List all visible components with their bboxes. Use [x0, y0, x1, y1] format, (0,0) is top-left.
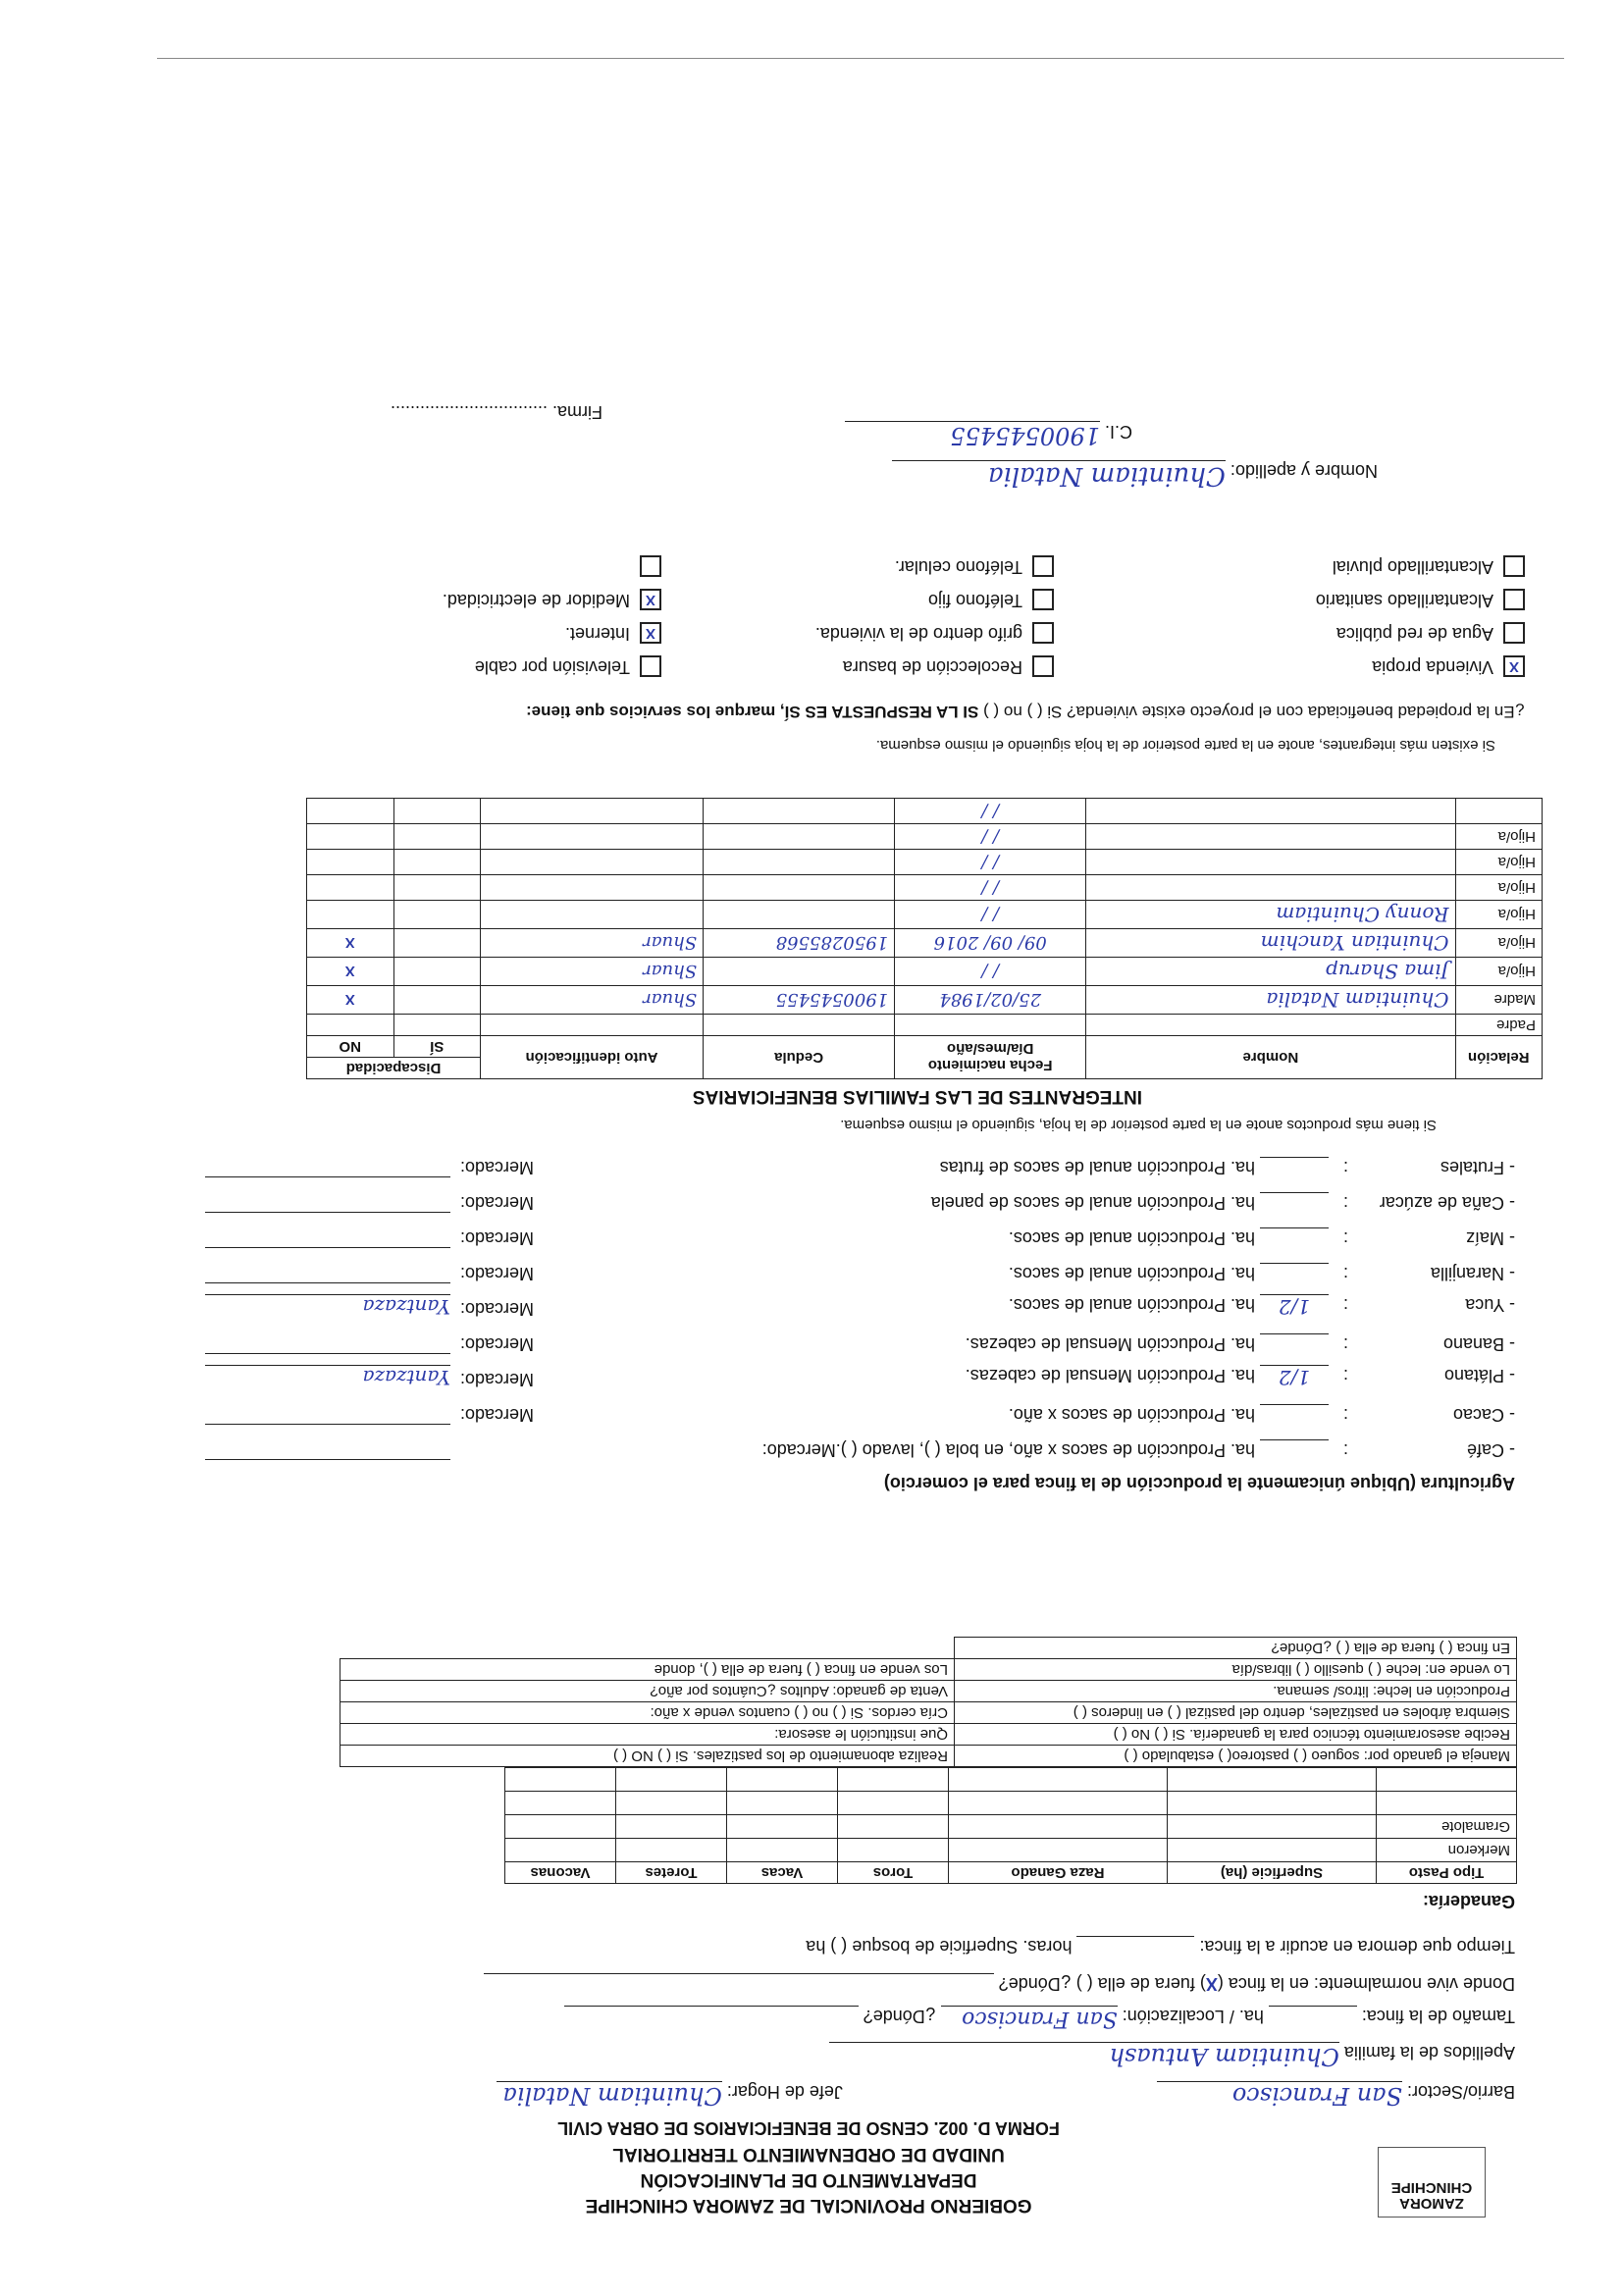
apellidos-row — [829, 2042, 1515, 2070]
agri-ha-field[interactable]: 1/2 — [1260, 1294, 1329, 1319]
servicios-column — [249, 544, 661, 677]
member-disc-no[interactable] — [307, 1015, 394, 1036]
agricultura-title: Agricultura — [1420, 1474, 1515, 1493]
ih-fecha: Fecha nacimiento Día/mes/año — [895, 1036, 1086, 1079]
member-disc-no[interactable]: X — [307, 986, 394, 1015]
member-disc-si[interactable] — [393, 901, 480, 929]
jefe-label: Jefe de Hogar: — [726, 2082, 843, 2102]
barrio-label: Barrio/Sector: — [1406, 2082, 1515, 2102]
member-disc-no[interactable]: X — [307, 929, 394, 958]
service-item — [1113, 644, 1525, 677]
member-row — [307, 875, 1543, 901]
agri-mercado-label: Mercado: — [459, 1158, 534, 1177]
ih-no: NO — [307, 1036, 394, 1058]
service-label: Alcantarillado pluvial — [1332, 557, 1493, 577]
vive-donde-label: ¿Dónde? — [998, 1974, 1072, 1994]
servicios-grid — [92, 530, 1525, 677]
service-label: Teléfono celular. — [894, 557, 1022, 577]
member-fecha[interactable]: / / — [895, 824, 1086, 850]
member-disc-no[interactable] — [307, 799, 394, 824]
service-checkbox[interactable] — [1032, 589, 1054, 610]
agri-ha-field[interactable] — [1260, 1157, 1329, 1158]
gh-vacas: Vacas — [727, 1862, 838, 1884]
gh-superficie: Superficie (ha) — [1168, 1862, 1377, 1884]
member-disc-si[interactable] — [393, 850, 480, 875]
agricultura-note: Si tiene más productos anote en la parte posterior de la hoja, siguiendo el mismo esquema. — [840, 1117, 1437, 1133]
servicios-column — [642, 544, 1054, 677]
tamano-field[interactable] — [1269, 2006, 1357, 2007]
agri-mercado-field[interactable] — [205, 1459, 450, 1460]
q-en-finca: En finca ( ) fuera de ella ( ) ¿Dónde? — [955, 1638, 1517, 1659]
agri-mercado-field[interactable] — [205, 1353, 450, 1354]
localizacion-label: ha. / Localización: — [1122, 2007, 1264, 2026]
agricultura-list — [92, 1142, 1515, 1460]
service-checkbox[interactable]: X — [1503, 655, 1525, 677]
agri-mercado-label: Mercado: — [459, 1370, 534, 1389]
agri-crop-name: - Maíz — [1465, 1228, 1515, 1248]
vive-finca-mark[interactable]: X — [1205, 1974, 1218, 1994]
member-disc-si[interactable] — [393, 929, 480, 958]
jefe-field[interactable]: Chuintiam Natalia — [497, 2081, 722, 2110]
agricultura-subtitle: (Ubique únicamente la producción de la finca para el comercio) — [883, 1474, 1416, 1493]
agri-row-text: ha. Producción anual de sacos de panela — [930, 1193, 1255, 1213]
tiempo-rest: horas. Superficie de bosque ( ) ha — [806, 1937, 1073, 1957]
member-cedula[interactable] — [704, 901, 895, 929]
member-disc-no[interactable] — [307, 875, 394, 901]
localizacion-field[interactable]: San Francisco — [941, 2006, 1118, 2031]
title-3: UNIDAD DE ORDENAMIENTO TERRITORIAL — [612, 2144, 1005, 2165]
agri-ha-field[interactable] — [1260, 1439, 1329, 1440]
service-item — [642, 644, 1054, 677]
agri-row: - Frutales: ha. Producción anual de sacos de frutas Mercado: — [92, 1142, 1515, 1177]
firma-row-2 — [845, 421, 1132, 449]
ih-discapacidad: Discapacidad — [307, 1058, 481, 1079]
vive-row — [484, 1973, 1515, 1994]
agri-row: - Cacao: ha. Producción de sacos x año. Mercado: — [92, 1389, 1515, 1425]
agri-row: - Plátano:1/2 ha. Producción Mensual de cabezas. Mercado: Yantzaza — [92, 1354, 1515, 1389]
agri-row: - Yuca:1/2 ha. Producción anual de sacos. Mercado: Yantzaza — [92, 1283, 1515, 1319]
member-nombre[interactable]: Ronny Chuintiam — [1086, 901, 1455, 929]
agri-crop-name: - Cacao — [1452, 1405, 1515, 1425]
member-nombre[interactable]: Chuintian Yanchim — [1086, 929, 1455, 958]
service-item — [642, 544, 1054, 577]
gh-vaconas: Vaconas — [505, 1862, 616, 1884]
gh-tipo: Tipo Pasto — [1377, 1862, 1517, 1884]
agri-mercado-label: Mercado: — [459, 1228, 534, 1248]
agri-row-text: ha. Producción de sacos x año. — [1008, 1405, 1255, 1425]
donde-field[interactable] — [564, 2006, 859, 2007]
member-cedula[interactable]: 1900545455 — [704, 986, 895, 1015]
tamano-label: Tamaño de la finca: — [1361, 2007, 1515, 2026]
q-asesoramiento: Recibe asesoramiento técnico para la ganadería. Si ( ) No ( ) — [955, 1724, 1517, 1746]
service-item — [1113, 544, 1525, 577]
member-disc-no[interactable] — [307, 850, 394, 875]
service-checkbox[interactable] — [640, 555, 661, 577]
member-row — [307, 929, 1543, 958]
barrio-row — [497, 2081, 1515, 2110]
service-item — [249, 544, 661, 577]
member-disc-no[interactable] — [307, 901, 394, 929]
member-relacion: Hijo/a — [1455, 958, 1542, 986]
agri-row-text: ha. Producción de sacos x año, en bola ( ), lavado ( ).Mercado: — [761, 1440, 1255, 1460]
q-maneja: Maneja el ganado por: sogueo ( ) pastoreo( ) estabulado ( ) — [955, 1746, 1517, 1767]
agri-row-text: ha. Producción anual de sacos. — [1008, 1295, 1255, 1315]
member-row — [307, 1015, 1543, 1036]
agri-mercado-field[interactable] — [205, 1247, 450, 1248]
member-nombre[interactable] — [1086, 875, 1455, 901]
agri-ha-field[interactable] — [1260, 1263, 1329, 1264]
agri-ha-field[interactable] — [1260, 1333, 1329, 1334]
agri-mercado-label: Mercado: — [459, 1405, 534, 1425]
agri-row: - Café: ha. Producción de sacos x año, en bola ( ), lavado ( ).Mercado: — [92, 1425, 1515, 1460]
ganaderia-table-wrap — [104, 1637, 1517, 1884]
member-disc-si[interactable] — [393, 824, 480, 850]
agri-crop-name: - Café — [1466, 1440, 1515, 1460]
member-auto[interactable] — [481, 875, 704, 901]
member-auto[interactable] — [481, 901, 704, 929]
member-relacion: Padre — [1455, 1015, 1542, 1036]
agri-row-text: ha. Producción Mensual de cabezas. — [965, 1366, 1255, 1385]
gh-raza: Raza Ganado — [949, 1862, 1168, 1884]
agri-mercado-label: Mercado: — [459, 1334, 534, 1354]
member-auto[interactable] — [481, 850, 704, 875]
q-arboles: Siembra árboles en pastizales, dentro del pastizal ( ) en linderos ( ) — [955, 1702, 1517, 1724]
agri-row: - Naranjilla: ha. Producción anual de sacos. Mercado: — [92, 1248, 1515, 1283]
firma-label: Firma. ................................ — [390, 402, 602, 422]
member-cedula[interactable] — [704, 958, 895, 986]
integrantes-title: INTEGRANTES DE LAS FAMILIAS BENEFICIARIAS — [692, 1086, 1142, 1107]
member-cedula[interactable] — [704, 875, 895, 901]
q-institucion: Que institución le asesora: — [340, 1724, 955, 1746]
member-fecha[interactable]: / / — [895, 901, 1086, 929]
scan-edge-line — [157, 58, 1564, 59]
agri-row-text: ha. Producción Mensual de cabezas. — [965, 1334, 1255, 1354]
ih-si: SÍ — [393, 1036, 480, 1058]
ganaderia-title: Ganadería: — [1422, 1892, 1515, 1911]
member-relacion: Madre — [1455, 986, 1542, 1015]
ganaderia-table — [104, 1767, 1517, 1884]
service-item — [1113, 610, 1525, 644]
member-fecha[interactable]: / / — [895, 799, 1086, 824]
member-nombre[interactable]: Jima Sharup — [1086, 958, 1455, 986]
agri-ha-field[interactable]: 1/2 — [1260, 1365, 1329, 1389]
member-row — [307, 850, 1543, 875]
agri-crop-name: - Plátano — [1443, 1366, 1515, 1385]
ci-field[interactable]: 1900545455 — [845, 421, 1100, 449]
service-checkbox[interactable] — [640, 655, 661, 677]
member-disc-si[interactable] — [393, 1015, 480, 1036]
tamano-row — [564, 2006, 1515, 2031]
agri-mercado-field[interactable] — [205, 1176, 450, 1177]
service-label: Internet. — [564, 624, 630, 644]
agri-row: - Maíz: ha. Producción anual de sacos. Mercado: — [92, 1213, 1515, 1248]
vivienda-question-b: SI LA RESPUESTA ES SÍ, marque los servicios que tiene: — [526, 703, 979, 721]
service-checkbox[interactable] — [1032, 655, 1054, 677]
integrantes-note: Si existen más integrantes, anote en la parte posterior de la hoja siguiendo el mismo esquema. — [875, 737, 1495, 754]
agri-mercado-label: Mercado: — [459, 1299, 534, 1319]
service-item — [642, 610, 1054, 644]
member-auto[interactable]: Shuar — [481, 929, 704, 958]
member-row — [307, 958, 1543, 986]
q-cerdos: Cría cerdos. Si ( ) no ( ) cuantos vende x año: — [340, 1702, 955, 1724]
ganaderia-questions — [340, 1637, 1517, 1767]
member-fecha[interactable] — [895, 1015, 1086, 1036]
member-row — [307, 799, 1543, 824]
member-nombre[interactable] — [1086, 850, 1455, 875]
ci-label: C.I. — [1104, 422, 1132, 442]
member-relacion: Hijo/a — [1455, 929, 1542, 958]
logo-text-2: CHINCHIPE — [1390, 2179, 1473, 2196]
vive-donde-field[interactable] — [484, 1973, 994, 1974]
member-auto[interactable] — [481, 799, 704, 824]
integrantes-table — [306, 798, 1543, 1079]
member-fecha[interactable]: / / — [895, 958, 1086, 986]
agri-mercado-field[interactable] — [205, 1282, 450, 1283]
gh-toretes: Toretes — [616, 1862, 727, 1884]
agri-row-text: ha. Producción anual de sacos de frutas — [939, 1158, 1255, 1177]
member-fecha[interactable]: 25/02/1984 — [895, 986, 1086, 1015]
member-disc-si[interactable] — [393, 799, 480, 824]
service-label: Vivienda propia — [1372, 657, 1493, 677]
apellidos-label: Apellidos de la familia — [1343, 2043, 1515, 2062]
member-relacion: Hijo/a — [1455, 850, 1542, 875]
agri-ha-field[interactable] — [1260, 1227, 1329, 1228]
agri-crop-name: - Banano — [1442, 1334, 1515, 1354]
service-label: Medidor de electricidad. — [442, 591, 630, 610]
member-cedula[interactable] — [704, 824, 895, 850]
g-row-gramalote: Gramalote — [1377, 1815, 1517, 1839]
service-label: Televisión por cable — [474, 657, 630, 677]
agri-row-text: ha. Producción anual de sacos. — [1008, 1264, 1255, 1283]
member-row — [307, 824, 1543, 850]
title-1: GOBIERNO PROVINCIAL DE ZAMORA CHINCHIPE — [585, 2195, 1032, 2216]
agri-mercado-field[interactable]: Yantzaza — [205, 1365, 450, 1389]
ih-nombre: Nombre — [1086, 1036, 1455, 1079]
agri-mercado-field[interactable]: Yantzaza — [205, 1294, 450, 1319]
member-relacion: Hijo/a — [1455, 901, 1542, 929]
q-abonamiento: Realiza abonamiento de los pastizales. Si ( ) NO ( ) — [340, 1746, 955, 1767]
nombre-field[interactable]: Chuintiam Natalia — [892, 460, 1226, 491]
province-logo — [1378, 2147, 1486, 2218]
agri-mercado-field[interactable] — [205, 1212, 450, 1213]
member-disc-si[interactable] — [393, 875, 480, 901]
member-disc-si[interactable] — [393, 986, 480, 1015]
member-auto[interactable]: Shuar — [481, 986, 704, 1015]
service-checkbox[interactable] — [1503, 622, 1525, 644]
service-checkbox[interactable] — [1503, 555, 1525, 577]
vive-rest: ) fuera de ella ( ) — [1075, 1974, 1206, 1994]
member-cedula[interactable] — [704, 850, 895, 875]
title-2: DEPARTAMENTO DE PLANIFICACIÓN — [640, 2169, 977, 2190]
member-fecha[interactable]: / / — [895, 875, 1086, 901]
tiempo-label: Tiempo que demora en acudir a la finca: — [1199, 1937, 1515, 1957]
gh-toros: Toros — [838, 1862, 949, 1884]
agri-crop-name: - Frutales — [1440, 1158, 1515, 1177]
member-auto[interactable] — [481, 1015, 704, 1036]
agri-row: - Caña de azúcar: ha. Producción anual de sacos de panela Mercado: — [92, 1177, 1515, 1213]
member-relacion: Hijo/a — [1455, 875, 1542, 901]
member-disc-no[interactable]: X — [307, 958, 394, 986]
service-item — [1113, 577, 1525, 610]
q-vende-en: Lo vende en: leche ( ) quesillo ( ) libras/día — [955, 1659, 1517, 1681]
agri-crop-name: - Caña de azúcar — [1379, 1193, 1515, 1213]
service-checkbox[interactable] — [1032, 555, 1054, 577]
barrio-field[interactable]: San Francisco — [1157, 2081, 1402, 2110]
member-fecha[interactable]: / / — [895, 850, 1086, 875]
member-row — [307, 986, 1543, 1015]
agri-mercado-field[interactable] — [205, 1424, 450, 1425]
member-cedula[interactable] — [704, 799, 895, 824]
member-cedula[interactable] — [704, 1015, 895, 1036]
header-titles — [455, 2115, 1162, 2218]
agri-crop-name: - Yuca — [1465, 1295, 1515, 1315]
q-vende-finca: Los vende en finca ( ) fuera de ella ( ), donde — [340, 1659, 955, 1681]
member-relacion: Hijo/a — [1455, 824, 1542, 850]
member-disc-si[interactable] — [393, 958, 480, 986]
apellidos-field[interactable]: Chuintiam Antuash — [829, 2042, 1339, 2070]
member-auto[interactable] — [481, 824, 704, 850]
donde-label: ¿Dónde? — [863, 2007, 936, 2026]
firma-row-3 — [391, 401, 602, 422]
agri-row-text: ha. Producción anual de sacos. — [1008, 1228, 1255, 1248]
service-checkbox[interactable]: X — [640, 589, 661, 610]
vivienda-question — [526, 702, 1525, 721]
member-auto[interactable]: Shuar — [481, 958, 704, 986]
firma-row-1 — [892, 460, 1378, 491]
service-label: Teléfono fijo — [927, 591, 1022, 610]
servicios-column — [1113, 544, 1525, 677]
service-item — [642, 577, 1054, 610]
ih-auto: Auto identificación — [481, 1036, 704, 1079]
agri-ha-field[interactable] — [1260, 1404, 1329, 1405]
ih-cedula: Cedula — [704, 1036, 895, 1079]
member-row — [307, 901, 1543, 929]
service-label: Agua de red pública — [1335, 624, 1493, 644]
agri-row: - Banano: ha. Producción Mensual de cabezas. Mercado: — [92, 1319, 1515, 1354]
form-title: FORMA D. 002. CENSO DE BENEFICIARIOS DE OBRA CIVIL — [557, 2118, 1060, 2138]
member-fecha[interactable]: 09/ 09/ 2016 — [895, 929, 1086, 958]
tiempo-field[interactable] — [1076, 1936, 1194, 1937]
member-nombre[interactable] — [1086, 799, 1455, 824]
agri-mercado-label: Mercado: — [459, 1264, 534, 1283]
agri-ha-field[interactable] — [1260, 1192, 1329, 1193]
service-label: grifo dentro de la vivienda. — [814, 624, 1022, 644]
service-item — [249, 577, 661, 610]
q-venta-ganado: Venta de ganado: Adultos ¿Cuántos por año? — [340, 1681, 955, 1702]
service-item — [249, 644, 661, 677]
agricultura-title-row — [884, 1473, 1515, 1493]
service-label: Alcantarillado sanitario — [1315, 591, 1493, 610]
ih-relacion: Relación — [1455, 1036, 1542, 1079]
vive-label: Donde vive normalmente: en la finca ( — [1217, 1974, 1515, 1994]
service-checkbox[interactable]: X — [640, 622, 661, 644]
member-relacion — [1455, 799, 1542, 824]
tiempo-row — [806, 1936, 1515, 1957]
member-nombre[interactable] — [1086, 824, 1455, 850]
integrantes-table-wrap — [306, 798, 1543, 1079]
service-checkbox[interactable] — [1503, 589, 1525, 610]
service-checkbox[interactable] — [1032, 622, 1054, 644]
agri-crop-name: - Naranjilla — [1430, 1264, 1515, 1283]
service-item — [249, 610, 661, 644]
g-row-merkeron: Merkeron — [1377, 1839, 1517, 1862]
member-nombre[interactable] — [1086, 1015, 1455, 1036]
agri-mercado-label: Mercado: — [459, 1193, 534, 1213]
service-label: Recolección de basura — [842, 657, 1022, 677]
member-cedula[interactable]: 1950285568 — [704, 929, 895, 958]
member-disc-no[interactable] — [307, 824, 394, 850]
q-leche: Producción en leche: litros/ semana. — [955, 1681, 1517, 1702]
nombre-label: Nombre y apellido: — [1230, 461, 1378, 481]
logo-text-1: ZAMORA — [1399, 2195, 1464, 2212]
vivienda-question-text: ¿En la propiedad beneficiada con el proyecto existe vivienda? Si ( ) no ( ) — [983, 703, 1525, 721]
member-nombre[interactable]: Chuintiam Natalia — [1086, 986, 1455, 1015]
